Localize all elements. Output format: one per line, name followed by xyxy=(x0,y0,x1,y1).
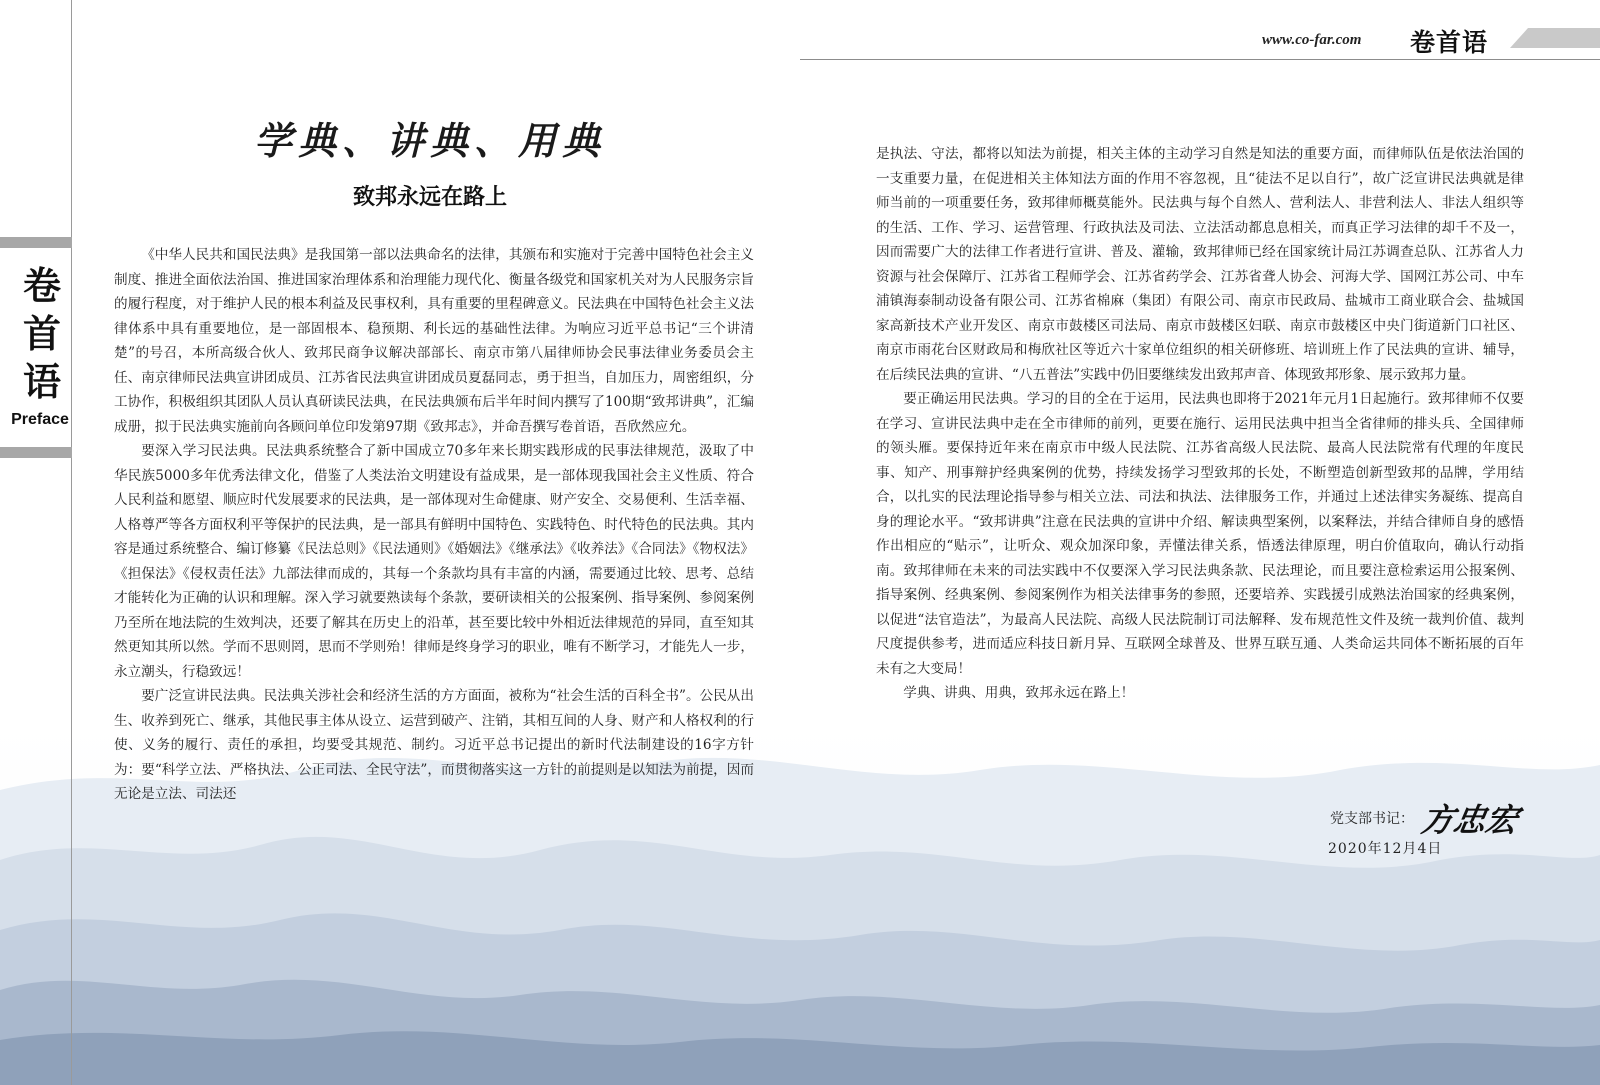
paragraph: 要正确运用民法典。学习的目的全在于运用，民法典也即将于2021年元月1日起施行。致邦律师不仅要在学习、宣讲民法典中走在全市律师的前列，更要在施行、运用民法典中担当全省律师的排头兵、全国律师的领头雁。要保持近年来在南京市中级人民法院、江苏省高级人民法院、最高人民法院常有代理的年度民事、知产、刑事辩护经典案例的优势，持续发扬学习型致邦的长处，不断塑造创新型致邦的品牌，学用结合，以扎实的民法理论指导参与相关立法、司法和执法、法律服务工作，并通过上述法律实务凝练、提高自身的理论水平。“致邦讲典”注意在民法典的宣讲中介绍、解读典型案例，以案释法，并结合律师自身的感悟作出相应的“贴示”，让听众、观众加深印象，弄懂法律关系，悟透法律原理，明白价值取向，确认行动指南。致邦律师在未来的司法实践中不仅要深入学习民法典条款、民法理论，而且要注意检索运用公报案例、指导案例、经典案例、参阅案例作为相关法律事务的参照，还要培养、实践援引成熟法治国家的经典案例，以促进“法官造法”，为最高人民法院、高级人民法院制订司法解释、发布规范性文件及统一裁判价值、裁判尺度提供参考，进而适应科技日新月异、互联网全球普及、世界互联互通、人类命运共同体不断拓展的百年未有之大变局！ xyxy=(876,391,1524,677)
paragraph: 《中华人民共和国民法典》是我国第一部以法典命名的法律，其颁布和实施对于完善中国特色社会主义制度、推进全面依法治国、推进国家治理体系和治理能力现代化、衡量各级党和国家机关对为人民服务宗旨的履行程度，对于维护人民的根本利益及民事权利，具有重要的里程碑意义。民法典在中国特色社会主义法律体系中具有重要地位，是一部固根本、稳预期、利长远的基础性法律。为响应习近平总书记“三个讲清楚”的号召，本所高级合伙人、致邦民商争议解决部部长、南京市第八届律师协会民事法律业务委员会主任、南京律师民法典宣讲团成员、江苏省民法典宣讲团成员夏磊同志，勇于担当，自加压力，周密组织，分工协作，积极组织其团队人员认真研读民法典，在民法典颁布后半年时间内撰写了100期“致邦讲典”，汇编成册，拟于民法典实施前向各顾问单位印发第97期《致邦志》，并命吾撰写卷首语，吾欣然应允。 xyxy=(114,247,754,435)
sidebar-title xyxy=(14,262,70,406)
signature-date: 2020年12月4日 xyxy=(1328,841,1443,857)
sidebar-title-char: 语 xyxy=(22,360,61,404)
paragraph: 是执法、守法，都将以知法为前提，相关主体的主动学习自然是知法的重要方面，而律师队伍是依法治国的一支重要力量，在促进相关主体知法方面的作用不容忽视，且“徒法不足以自行”，故广泛宣讲民法典就是律师当前的一项重要任务，致邦律师概莫能外。民法典与每个自然人、营利法人、非营利法人、非法人组织等的生活、工作、学习、运营管理、行政执法及司法、立法活动都息息相关，而真正学习法律的却千不及一，因而需要广大的法律工作者进行宣讲、普及、灌输，致邦律师已经在国家统计局江苏调查总队、江苏省人力资源与社会保障厅、江苏省工程师学会、江苏省药学会、江苏省聋人协会、河海大学、国网江苏公司、中车浦镇海泰制动设备有限公司、江苏省棉麻（集团）有限公司、南京市民政局、盐城市工商业联合会、盐城国家高新技术产业开发区、南京市鼓楼区司法局、南京市鼓楼区妇联、南京市鼓楼区中央门街道新门口社区、南京市雨花台区财政局和梅欣社区等近六十家单位组织的相关研修班、培训班上作了民法典的宣讲、辅导，在后续民法典的宣讲、“八五普法”实践中仍旧要继续发出致邦声音、体现致邦形象、展示致邦力量。 xyxy=(876,146,1524,383)
sidebar-title-char: 首 xyxy=(22,312,61,356)
header-rule xyxy=(800,59,1600,60)
signature-block xyxy=(1330,795,1522,841)
header-url: www.co-far.com xyxy=(1262,32,1362,48)
signature-name: 方忠宏 xyxy=(1418,801,1522,839)
sidebar-subtitle: Preface xyxy=(11,411,69,428)
header-tab-decoration xyxy=(1510,28,1600,48)
signature-label: 党支部书记： xyxy=(1330,811,1414,827)
left-margin-rule xyxy=(71,0,72,1085)
paragraph: 学典、讲典、用典，致邦永远在路上！ xyxy=(903,685,1135,701)
sidebar-bar-bottom xyxy=(0,447,72,458)
right-column xyxy=(876,142,1524,706)
paragraph: 要广泛宣讲民法典。民法典关涉社会和经济生活的方方面面，被称为“社会生活的百科全书”。公民从出生、收养到死亡、继承，其他民事主体从设立、运营到破产、注销，其相互间的人身、财产和人格权利的行使、义务的履行、责任的承担，均要受其规范、制约。习近平总书记提出的新时代法制建设的16字方针为：要“科学立法、严格执法、公正司法、全民守法”，而贯彻落实这一方针的前提则是以知法为前提，因而无论是立法、司法还 xyxy=(114,688,754,802)
paragraph: 要深入学习民法典。民法典系统整合了新中国成立70多年来长期实践形成的民事法律规范，汲取了中华民族5000多年优秀法律文化，借鉴了人类法治文明建设有益成果，是一部体现我国社会主义性质、符合人民利益和愿望、顺应时代发展要求的民法典，是一部体现对生命健康、财产安全、交易便利、生活幸福、人格尊严等各方面权利平等保护的民法典，是一部具有鲜明中国特色、实践特色、时代特色的民法典。其内容是通过系统整合、编订修纂《民法总则》《民法通则》《婚姻法》《继承法》《收养法》《合同法》《物权法》《担保法》《侵权责任法》九部法律而成的，其每一个条款均具有丰富的内涵，需要通过比较、思考、总结才能转化为正确的认识和理解。深入学习就要熟读每个条款，要研读相关的公报案例、指导案例、参阅案例乃至所在地法院的生效判决，还要了解其在历史上的沿革，甚至要比较中外相近法律规范的异同，直至知其然更知其所以然。学而不思则罔，思而不学则殆！律师是终身学习的职业，唯有不断学习，才能先人一步，永立潮头，行稳致远！ xyxy=(114,443,754,680)
article-title: 学典、讲典、用典 xyxy=(253,118,606,163)
article-subtitle: 致邦永远在路上 xyxy=(352,185,507,210)
sidebar-title-char: 卷 xyxy=(22,264,61,308)
sidebar-bar-top xyxy=(0,237,72,248)
left-column xyxy=(114,243,754,807)
header-title: 卷首语 xyxy=(1410,28,1489,57)
